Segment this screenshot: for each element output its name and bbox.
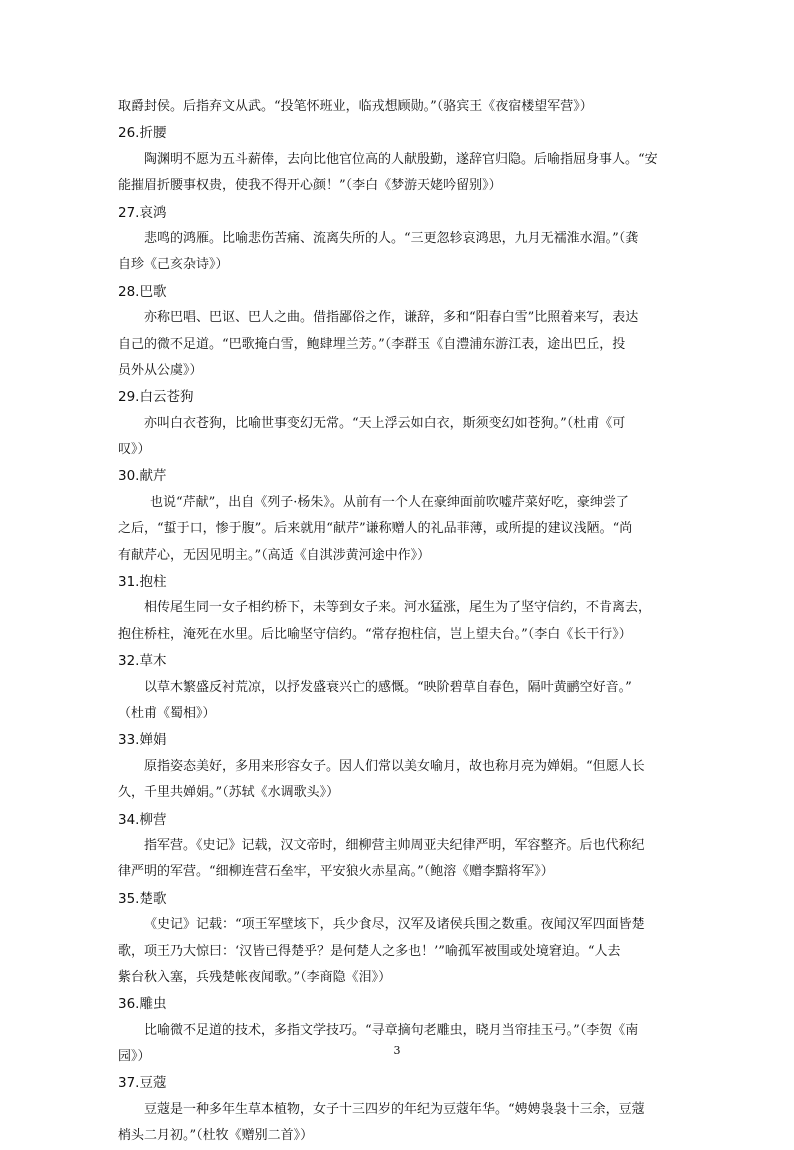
paragraph-line: 之后，“蜇于口，惨于腹”。后来就用“献芹”谦称赠人的礼品菲薄，或所提的建议浅陋。“尚 bbox=[118, 521, 633, 537]
document-body bbox=[118, 94, 693, 1150]
entry-title: 35.楚歌 bbox=[118, 890, 167, 907]
paragraph-line: 陶渊明不愿为五斗薪俸，去向比他官位高的人献殷勤，遂辞官归隐。后喻指屈身事人。“安 bbox=[144, 151, 658, 167]
paragraph-line: 《史记》记载：“项王军壁垓下，兵少食尽，汉军及诸侯兵围之数重。夜闻汉军四面皆楚 bbox=[144, 917, 645, 933]
paragraph-line: 园》） bbox=[118, 1049, 151, 1065]
entry-title: 27.哀鸿 bbox=[118, 204, 167, 221]
paragraph-line: 比喻微不足道的技术，多指文学技巧。“寻章摘句老雕虫，晓月当帘挂玉弓。”（李贺《南 bbox=[144, 1022, 639, 1038]
paragraph-line: 亦叫白衣苍狗，比喻世事变幻无常。“天上浮云如白衣，斯须变幻如苍狗。”（杜甫《可 bbox=[144, 415, 626, 431]
paragraph-line: 律严明的军营。“细柳连营石垒牢，平安狼火赤星高。”（鲍溶《赠李黯将军》） bbox=[118, 864, 554, 880]
entry-title: 31.抱柱 bbox=[118, 574, 167, 591]
paragraph-line: （杜甫《蜀相》） bbox=[118, 705, 216, 721]
entry-title: 28.巴歌 bbox=[118, 283, 167, 300]
paragraph-line: 紫台秋入塞，兵残楚帐夜闻歌。”（李商隐《泪》） bbox=[118, 969, 392, 985]
paragraph-line: 悲鸣的鸿雁。比喻悲伤苦痛、流离失所的人。“三更忽轸哀鸿思，九月无襦淮水湄。”（龚 bbox=[144, 230, 639, 246]
entry-title: 29.白云苍狗 bbox=[118, 389, 194, 406]
entry-title: 33.婵娟 bbox=[118, 732, 167, 749]
entry-title: 37.豆蔻 bbox=[118, 1075, 167, 1092]
paragraph-line: 抱住桥柱，淹死在水里。后比喻坚守信约。“常存抱柱信，岂上望夫台。”（李白《长干行》） bbox=[118, 626, 632, 642]
paragraph-line: 取爵封侯。后指弃文从武。“投笔怀班业，临戎想顾勋。”（骆宾王《夜宿楼望军营》） bbox=[118, 99, 593, 114]
paragraph-line: 也说“芹献”，出自《列子·杨朱》。从前有一个人在豪绅面前吹嘘芹菜好吃，豪绅尝了 bbox=[150, 494, 629, 510]
entry-title: 30.献芹 bbox=[118, 468, 167, 485]
entry-title: 32.草木 bbox=[118, 653, 167, 670]
page-number: 3 bbox=[393, 1044, 401, 1057]
paragraph-line: 自珍《己亥杂诗》） bbox=[118, 257, 229, 273]
entry-title: 26.折腰 bbox=[118, 125, 167, 142]
paragraph-line: 歌，项王乃大惊曰：‘汉皆已得楚乎？是何楚人之多也！’”喻孤军被围或处境窘迫。“人去 bbox=[118, 943, 621, 959]
paragraph-line: 久，千里共婵娟。”（苏轼《水调歌头》） bbox=[118, 785, 340, 801]
paragraph-line: 有献芹心，无因见明主。”（高适《自淇涉黄河途中作》） bbox=[118, 547, 431, 563]
paragraph-line: 亦称巴唱、巴讴、巴人之曲。借指鄙俗之作，谦辞，多和“阳春白雪”比照着来写，表达 bbox=[144, 310, 639, 326]
entry-title: 36.雕虫 bbox=[118, 996, 167, 1013]
paragraph-line: 梢头二月初。”（杜牧《赠别二首》） bbox=[118, 1128, 314, 1144]
paragraph-line: 指军营。《史记》记载，汉文帝时，细柳营主帅周亚夫纪律严明，军容整齐。后也代称纪 bbox=[144, 837, 645, 853]
paragraph-line: 以草木繁盛反衬荒凉，以抒发盛衰兴亡的感慨。“映阶碧草自春色，隔叶黄鹂空好音。” bbox=[144, 679, 632, 695]
paragraph-line: 原指姿态美好，多用来形容女子。因人们常以美女喻月，故也称月亮为婵娟。“但愿人长 bbox=[144, 758, 645, 774]
paragraph-line: 相传尾生同一女子相约桥下，未等到女子来。河水猛涨，尾生为了坚守信约，不肯离去， bbox=[144, 600, 652, 616]
paragraph-line: 豆蔻是一种多年生草本植物，女子十三四岁的年纪为豆蔻年华。“娉娉袅袅十三余，豆蔻 bbox=[144, 1101, 645, 1117]
entry-title: 34.柳营 bbox=[118, 811, 167, 828]
paragraph-line: 叹》） bbox=[118, 442, 151, 458]
paragraph-line: 能摧眉折腰事权贵，使我不得开心颜！”（李白《梦游天姥吟留别》） bbox=[118, 178, 502, 194]
paragraph-line: 员外从公虞》） bbox=[118, 362, 203, 378]
paragraph-line: 自己的微不足道。“巴歌掩白雪，鲍肆埋兰芳。”（李群玉《自澧浦东游江表，途出巴丘，投 bbox=[118, 336, 626, 352]
